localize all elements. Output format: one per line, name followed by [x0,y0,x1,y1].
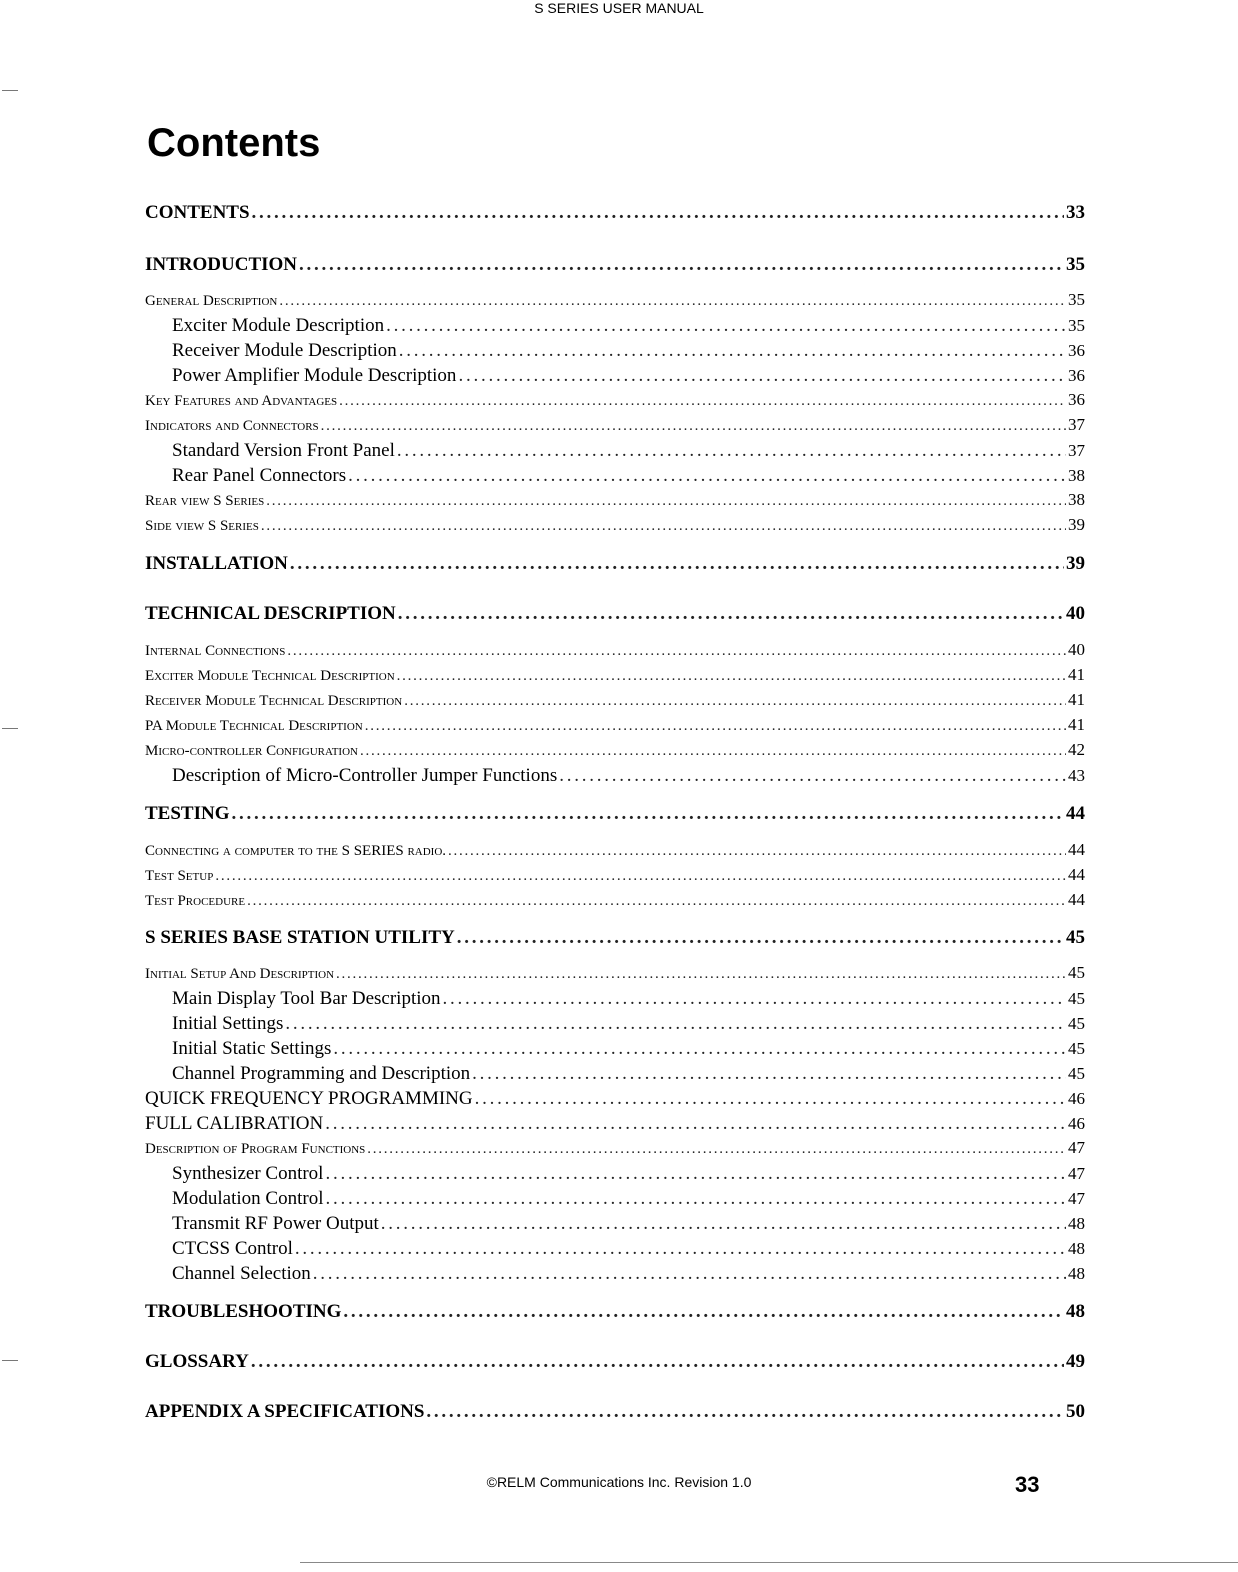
toc-leader-dots [215,868,1066,885]
toc-entry-title: Initial Settings [172,1013,284,1034]
bottom-rule [300,1562,1238,1563]
toc-entry[interactable] [145,1063,1085,1089]
toc-leader-dots [299,254,1064,276]
toc-entry[interactable] [145,1238,1085,1264]
toc-entry-page: 36 [1068,390,1085,409]
toc-entry[interactable] [145,803,1085,829]
toc-leader-dots [247,893,1066,910]
toc-entry[interactable] [145,1213,1085,1239]
toc-leader-dots [231,803,1064,825]
toc-leader-dots [448,843,1066,860]
toc-leader-dots [266,493,1066,510]
toc-leader-dots [472,1063,1066,1085]
toc-leader-dots [333,1038,1066,1060]
toc-entry[interactable] [145,603,1085,629]
toc-entry-title: TROUBLESHOOTING [145,1301,342,1322]
toc-entry-page: 42 [1068,740,1085,759]
toc-entry-page: 47 [1068,1138,1085,1157]
toc-entry[interactable] [145,1188,1085,1214]
toc-leader-dots [367,1141,1066,1158]
page-number: 33 [1015,1472,1040,1497]
margin-mark [2,90,18,91]
toc-entry-title: Rear view S Series [145,493,265,509]
toc-entry-title: Channel Selection [172,1263,311,1284]
toc-entry-title: Standard Version Front Panel [172,440,395,461]
toc-entry-page: 48 [1068,1264,1085,1283]
toc-entry-page: 41 [1068,715,1085,734]
toc-entry-page: 41 [1068,665,1085,684]
toc-entry[interactable] [145,1138,1085,1164]
toc-entry-page: 46 [1068,1089,1085,1108]
toc-entry-title: Main Display Tool Bar Description [172,988,441,1009]
toc-entry-title: Side view S Series [145,518,259,534]
toc-entry-page: 39 [1066,553,1085,574]
toc-entry-page: 48 [1066,1301,1085,1322]
toc-entry-page: 35 [1068,316,1085,335]
toc-leader-dots [397,440,1066,462]
toc-entry-page: 48 [1068,1214,1085,1233]
toc-entry[interactable] [145,690,1085,716]
toc-entry-page: 36 [1068,366,1085,385]
toc-entry[interactable] [145,1351,1085,1377]
toc-leader-dots [339,393,1066,410]
toc-leader-dots [559,765,1066,787]
toc-entry-title: Key Features and Advantages [145,393,338,409]
toc-entry[interactable] [145,1088,1085,1114]
toc-entry[interactable] [145,640,1085,666]
toc-entry-title: General Description [145,293,278,309]
toc-entry[interactable] [145,1401,1085,1427]
toc-entry[interactable] [145,1013,1085,1039]
toc-entry-title: APPENDIX A SPECIFICATIONS [145,1401,425,1422]
toc-entry[interactable] [145,202,1085,228]
toc-leader-dots [325,1113,1066,1135]
toc-leader-dots [336,966,1066,983]
toc-leader-dots [397,668,1066,685]
toc-entry-page: 50 [1066,1401,1085,1422]
toc-entry-title: S SERIES BASE STATION UTILITY [145,927,455,948]
toc-entry[interactable] [145,988,1085,1014]
toc-leader-dots [343,1301,1064,1323]
footer-copyright: ©RELM Communications Inc. Revision 1.0 [486,1474,752,1490]
toc-entry-title: Synthesizer Control [172,1163,324,1184]
toc-entry[interactable] [145,340,1085,366]
toc-entry[interactable] [145,715,1085,741]
toc-entry[interactable] [145,927,1085,953]
toc-entry-title: TESTING [145,803,230,824]
toc-entry-title: Test Setup [145,868,214,884]
toc-entry-title: Transmit RF Power Output [172,1213,379,1234]
toc-leader-dots [457,927,1064,949]
toc-entry-page: 35 [1066,254,1085,275]
toc-entry-title: Indicators and Connectors [145,418,319,434]
margin-mark [2,728,18,729]
toc-leader-dots [321,418,1066,435]
toc-entry-page: 33 [1066,202,1085,223]
toc-entry[interactable] [145,415,1085,441]
toc-leader-dots [399,340,1066,362]
toc-entry-page: 40 [1068,640,1085,659]
toc-entry-page: 47 [1068,1164,1085,1183]
toc-leader-dots [285,1013,1066,1035]
toc-entry-title: FULL CALIBRATION [145,1113,324,1134]
toc-entry-page: 43 [1068,766,1085,785]
toc-entry[interactable] [145,490,1085,516]
toc-entry-title: Exciter Module Technical Description [145,668,395,684]
toc-entry[interactable] [145,1263,1085,1289]
toc-leader-dots [426,1401,1064,1423]
toc-entry-title: CTCSS Control [172,1238,293,1259]
toc-entry-page: 44 [1068,840,1085,859]
toc-entry-title: Power Amplifier Module Description [172,365,457,386]
toc-leader-dots [443,988,1066,1010]
toc-leader-dots [360,743,1066,760]
toc-entry-title: Receiver Module Description [172,340,397,361]
toc-leader-dots [325,1188,1066,1210]
toc-leader-dots [261,518,1066,535]
toc-entry-page: 45 [1068,1039,1085,1058]
toc-leader-dots [295,1238,1066,1260]
toc-entry-page: 37 [1068,441,1085,460]
toc-leader-dots [348,465,1066,487]
toc-entry[interactable] [145,254,1085,280]
toc-entry-page: 45 [1068,963,1085,982]
toc-entry[interactable] [145,515,1085,541]
toc-entry[interactable] [145,440,1085,466]
toc-entry[interactable] [145,465,1085,491]
toc-entry-page: 41 [1068,690,1085,709]
toc-entry-page: 44 [1066,803,1085,824]
toc-entry-page: 45 [1068,1014,1085,1033]
toc-entry[interactable] [145,365,1085,391]
toc-leader-dots [475,1088,1066,1110]
toc-entry-page: 38 [1068,466,1085,485]
toc-entry-title: Test Procedure [145,893,246,909]
toc-entry-title: Modulation Control [172,1188,324,1209]
toc-entry-page: 39 [1068,515,1085,534]
toc-leader-dots [398,603,1064,625]
toc-entry-page: 45 [1068,989,1085,1008]
toc-entry-title: Rear Panel Connectors [172,465,347,486]
toc-entry[interactable] [145,865,1085,891]
toc-entry-title: INTRODUCTION [145,254,298,275]
toc-entry-title: TECHNICAL DESCRIPTION [145,603,396,624]
toc-entry-title: Connecting a computer to the S SERIES radio. [145,843,447,859]
toc-entry-page: 47 [1068,1189,1085,1208]
toc-entry[interactable] [145,1038,1085,1064]
toc-leader-dots [325,1163,1066,1185]
toc-entry-page: 44 [1068,865,1085,884]
toc-entry[interactable] [145,290,1085,316]
toc-entry-title: INSTALLATION [145,553,288,574]
toc-leader-dots [251,1351,1064,1373]
toc-leader-dots [279,293,1066,310]
toc-entry-title: Micro-controller Configuration [145,743,358,759]
toc-leader-dots [381,1213,1066,1235]
toc-entry-page: 44 [1068,890,1085,909]
toc-entry[interactable] [145,963,1085,989]
toc-leader-dots [290,553,1064,575]
toc-leader-dots [365,718,1066,735]
toc-entry-title: Receiver Module Technical Description [145,693,403,709]
toc-entry[interactable] [145,840,1085,866]
toc-entry[interactable] [145,740,1085,766]
toc-entry-title: CONTENTS [145,202,250,223]
toc-entry-title: PA Module Technical Description [145,718,363,734]
toc-entry-title: QUICK FREQUENCY PROGRAMMING [145,1088,473,1109]
toc-entry-title: Description of Micro-Controller Jumper Functions [172,765,558,786]
toc-entry-page: 45 [1066,927,1085,948]
running-header: S SERIES USER MANUAL [534,0,704,16]
toc-leader-dots [458,365,1066,387]
margin-mark [2,1360,18,1361]
toc-entry[interactable] [145,890,1085,916]
toc-entry[interactable] [145,1301,1085,1327]
toc-leader-dots [252,202,1064,224]
toc-entry[interactable] [145,1163,1085,1189]
toc-entry-page: 38 [1068,490,1085,509]
toc-entry[interactable] [145,315,1085,341]
toc-entry-page: 49 [1066,1351,1085,1372]
toc-entry-page: 46 [1068,1114,1085,1133]
toc-leader-dots [386,315,1066,337]
toc-entry[interactable] [145,553,1085,579]
toc-entry-page: 48 [1068,1239,1085,1258]
toc-entry[interactable] [145,390,1085,416]
toc-entry-title: Description of Program Functions [145,1141,366,1157]
toc-entry-title: Exciter Module Description [172,315,385,336]
toc-entry-title: GLOSSARY [145,1351,249,1372]
toc-entry-title: Initial Setup And Description [145,966,335,982]
toc-entry[interactable] [145,1113,1085,1139]
toc-leader-dots [287,643,1066,660]
toc-entry-page: 40 [1066,603,1085,624]
toc-entry-page: 37 [1068,415,1085,434]
toc-entry-title: Internal Connections [145,643,286,659]
toc-entry-title: Initial Static Settings [172,1038,332,1059]
toc-entry-title: Channel Programming and Description [172,1063,471,1084]
toc-entry-page: 36 [1068,341,1085,360]
toc-leader-dots [313,1263,1066,1285]
toc-entry-page: 45 [1068,1064,1085,1083]
toc-entry[interactable] [145,665,1085,691]
toc-entry[interactable] [145,765,1085,791]
toc-entry-page: 35 [1068,290,1085,309]
page-title: Contents [147,121,321,165]
toc-leader-dots [404,693,1066,710]
